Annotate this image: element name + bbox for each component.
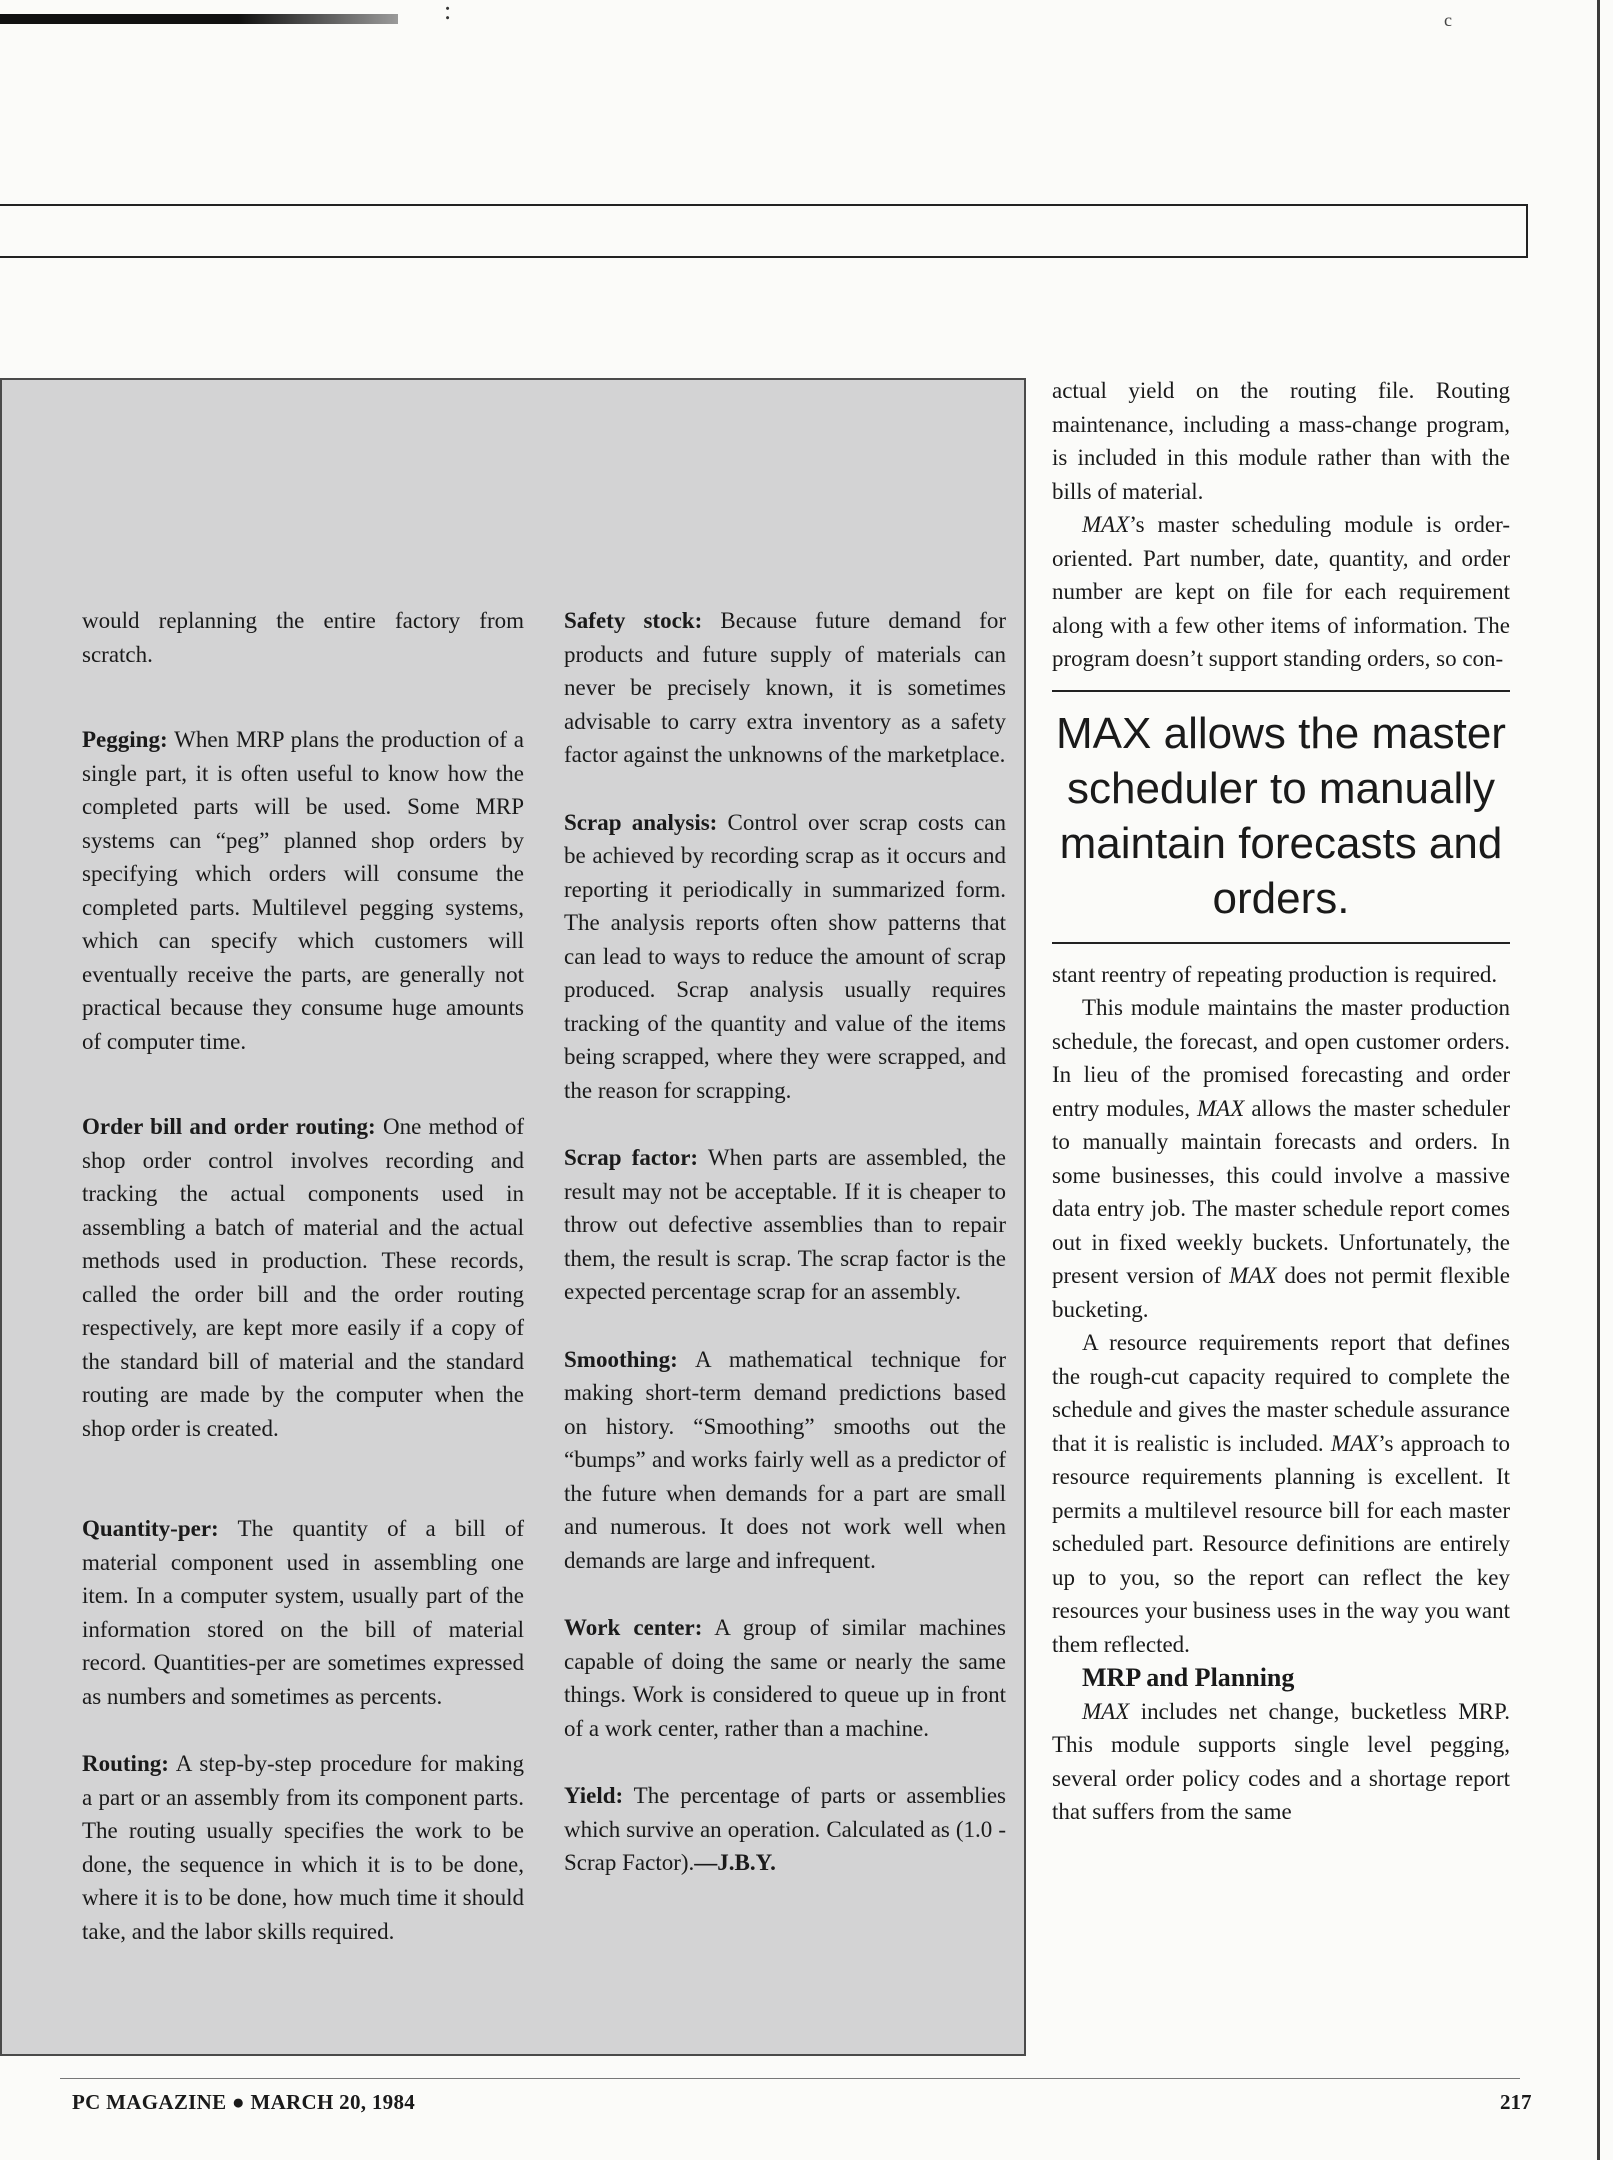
definition-work-center: A group of similar machines capable of doing the same or nearly the same things. Work is considered to queue up in front of a work center, rather than a machine. — [564, 1615, 1006, 1741]
definition-scrap-factor: When parts are assembled, the result may not be acceptable. If it is cheaper to throw out defective assemblies than to repair them, the result is scrap. The scrap factor is the expected percentage scrap for an assembly. — [564, 1145, 1006, 1304]
definition-quantity-per: The quantity of a bill of material component used in assembling one item. In a computer system, usually part of the information stored on the bill of material record. Quantities-per are sometimes expressed as numbers and sometimes as percents. — [82, 1516, 524, 1709]
paragraph-text: allows the master scheduler to manually maintain forecasts and orders. In some businesses, this could involve a massive data entry job. The master schedule report comes out in fixed weekly buckets. Unfortunately, the present version of — [1052, 1095, 1510, 1288]
footer-publication: PC MAGAZINE ● MARCH 20, 1984 — [72, 2090, 416, 2114]
decorative-dots: : — [444, 0, 452, 25]
glossary-entry-safety-stock — [564, 604, 1006, 772]
term-safety-stock: Safety stock: — [564, 608, 703, 633]
glossary-entry-quantity-per — [82, 1512, 524, 1713]
glossary-column-2 — [564, 604, 1006, 1880]
page-edge — [1597, 0, 1600, 2160]
glossary-entry-routing — [82, 1747, 524, 1948]
glossary-entry-order-bill — [82, 1110, 524, 1445]
definition-smoothing: A mathematical technique for making short-term demand predictions based on history. “Smoothing” smooths out the “bumps” and works fairly well as a predictor of the future when demands for a part are small and numerous. It does not work well when demands are large and infrequent. — [564, 1346, 1006, 1573]
article-paragraph-6 — [1052, 1695, 1510, 1829]
footer-rule — [60, 2078, 1520, 2079]
article-paragraph-3: stant reentry of repeating production is required. — [1052, 961, 1498, 987]
top-rule — [0, 14, 398, 24]
definition-routing: A step-by-step procedure for making a part or an assembly from its component parts. The routing usually specifies the work to be done, the sequence in which it is to be done, where it is to be done, how much time it should take, and the labor skills required. — [82, 1751, 524, 1944]
article-paragraph-1: actual yield on the routing file. Routing maintenance, including a mass-change program, is included in this module rather than with the bills of material. — [1052, 378, 1510, 504]
product-name: MAX — [1082, 1698, 1130, 1724]
product-name: MAX — [1330, 1430, 1379, 1456]
definition-yield: The percentage of parts or assemblies which survive an operation. Calculated as (1.0 - Scrap Factor). — [564, 1783, 1006, 1875]
glossary-entry-scrap-analysis — [564, 806, 1006, 1108]
product-name: MAX — [1082, 512, 1130, 537]
paragraph-text: A resource requirements report that defines the rough-cut capacity required to complete the schedule and gives the master schedule assurance that it is realistic is included. — [1052, 1330, 1510, 1456]
product-name: MAX — [1197, 1095, 1245, 1121]
term-yield: Yield: — [564, 1783, 624, 1808]
article-paragraph-5 — [1052, 1326, 1510, 1661]
corner-mark: c — [1444, 10, 1452, 30]
term-pegging: Pegging: — [82, 727, 168, 752]
paragraph-text: includes net change, bucketless MRP. This module supports single level pegging, several order policy codes and a shortage report that suffers from the same — [1052, 1698, 1510, 1824]
term-work-center: Work center: — [564, 1615, 703, 1640]
glossary-column-1 — [82, 604, 524, 1948]
sidebar-signature: —J.B.Y. — [694, 1850, 776, 1875]
term-quantity-per: Quantity-per: — [82, 1516, 219, 1541]
definition-safety-stock: Because future demand for products and future supply of materials can never be precisely known, it is sometimes advisable to carry extra inventory as a safety factor against the unknowns of the marketplace. — [564, 608, 1006, 767]
paragraph-text: does not permit flexible bucketing. — [1052, 1263, 1510, 1322]
article-paragraph-4 — [1052, 991, 1510, 1326]
header-frame — [0, 204, 1528, 258]
article-column — [1052, 374, 1510, 1829]
glossary-entry-pegging — [82, 723, 524, 1058]
term-routing: Routing: — [82, 1751, 169, 1776]
page-number: 217 — [1500, 2090, 1532, 2114]
term-scrap-factor: Scrap factor: — [564, 1145, 699, 1170]
definition-pegging: When MRP plans the production of a single part, it is often useful to know how the completed parts will be used. Some MRP systems can “peg” planned shop orders by specifying which orders will consume the completed parts. Multilevel pegging systems, which can specify which customers will eventually receive the parts, are generally not practical because they consume huge amounts of computer time. — [82, 727, 524, 1054]
paragraph-text: ’s master scheduling module is order-oriented. Part number, date, quantity, and order number are kept on file for each requirement along with a few other items of information. The program doesn’t support standing orders, so con- — [1052, 512, 1510, 671]
product-name: MAX — [1229, 1263, 1277, 1288]
glossary-entry-scrap-factor — [564, 1141, 1006, 1309]
paragraph-text: ’s approach to resource requirements planning is excellent. It permits a multilevel resource bill for each master scheduled part. Resource definitions are entirely up to you, so the report can reflect the key resources your business uses in the way you want them reflected. — [1052, 1430, 1511, 1657]
term-order-bill: Order bill and order routing: — [82, 1114, 376, 1139]
article-paragraph-2 — [1052, 508, 1510, 676]
pull-quote: MAX allows the master scheduler to manually maintain forecasts and orders. — [1052, 690, 1510, 944]
section-heading: MRP and Planning — [1082, 1663, 1295, 1692]
glossary-entry-yield — [564, 1779, 1006, 1880]
glossary-entry-work-center — [564, 1611, 1006, 1745]
term-smoothing: Smoothing: — [564, 1346, 678, 1372]
glossary-entry-smoothing — [564, 1343, 1006, 1578]
glossary-continuation: would replanning the entire factory from scratch. — [82, 608, 524, 667]
definition-order-bill: One method of shop order control involves recording and tracking the actual components used in assembling a batch of material and the actual methods used in production. These records, called the order bill and the order routing respectively, are kept more easily if a copy of the standard bill of material and the standard routing are made by the computer when the shop order is created. — [82, 1114, 524, 1441]
paragraph-text: This module maintains the master production schedule, the forecast, and open customer orders. In lieu of the promised forecasting and order entry modules, — [1052, 995, 1510, 1121]
definition-scrap-analysis: Control over scrap costs can be achieved by recording scrap as it occurs and reporting it periodically in summarized form. The analysis reports often show patterns that can lead to ways to reduce the amount of scrap produced. Scrap analysis usually requires tracking of the quantity and value of the items being scrapped, where they were scrapped, and the reason for scrapping. — [564, 809, 1006, 1103]
term-scrap-analysis: Scrap analysis: — [564, 809, 718, 835]
